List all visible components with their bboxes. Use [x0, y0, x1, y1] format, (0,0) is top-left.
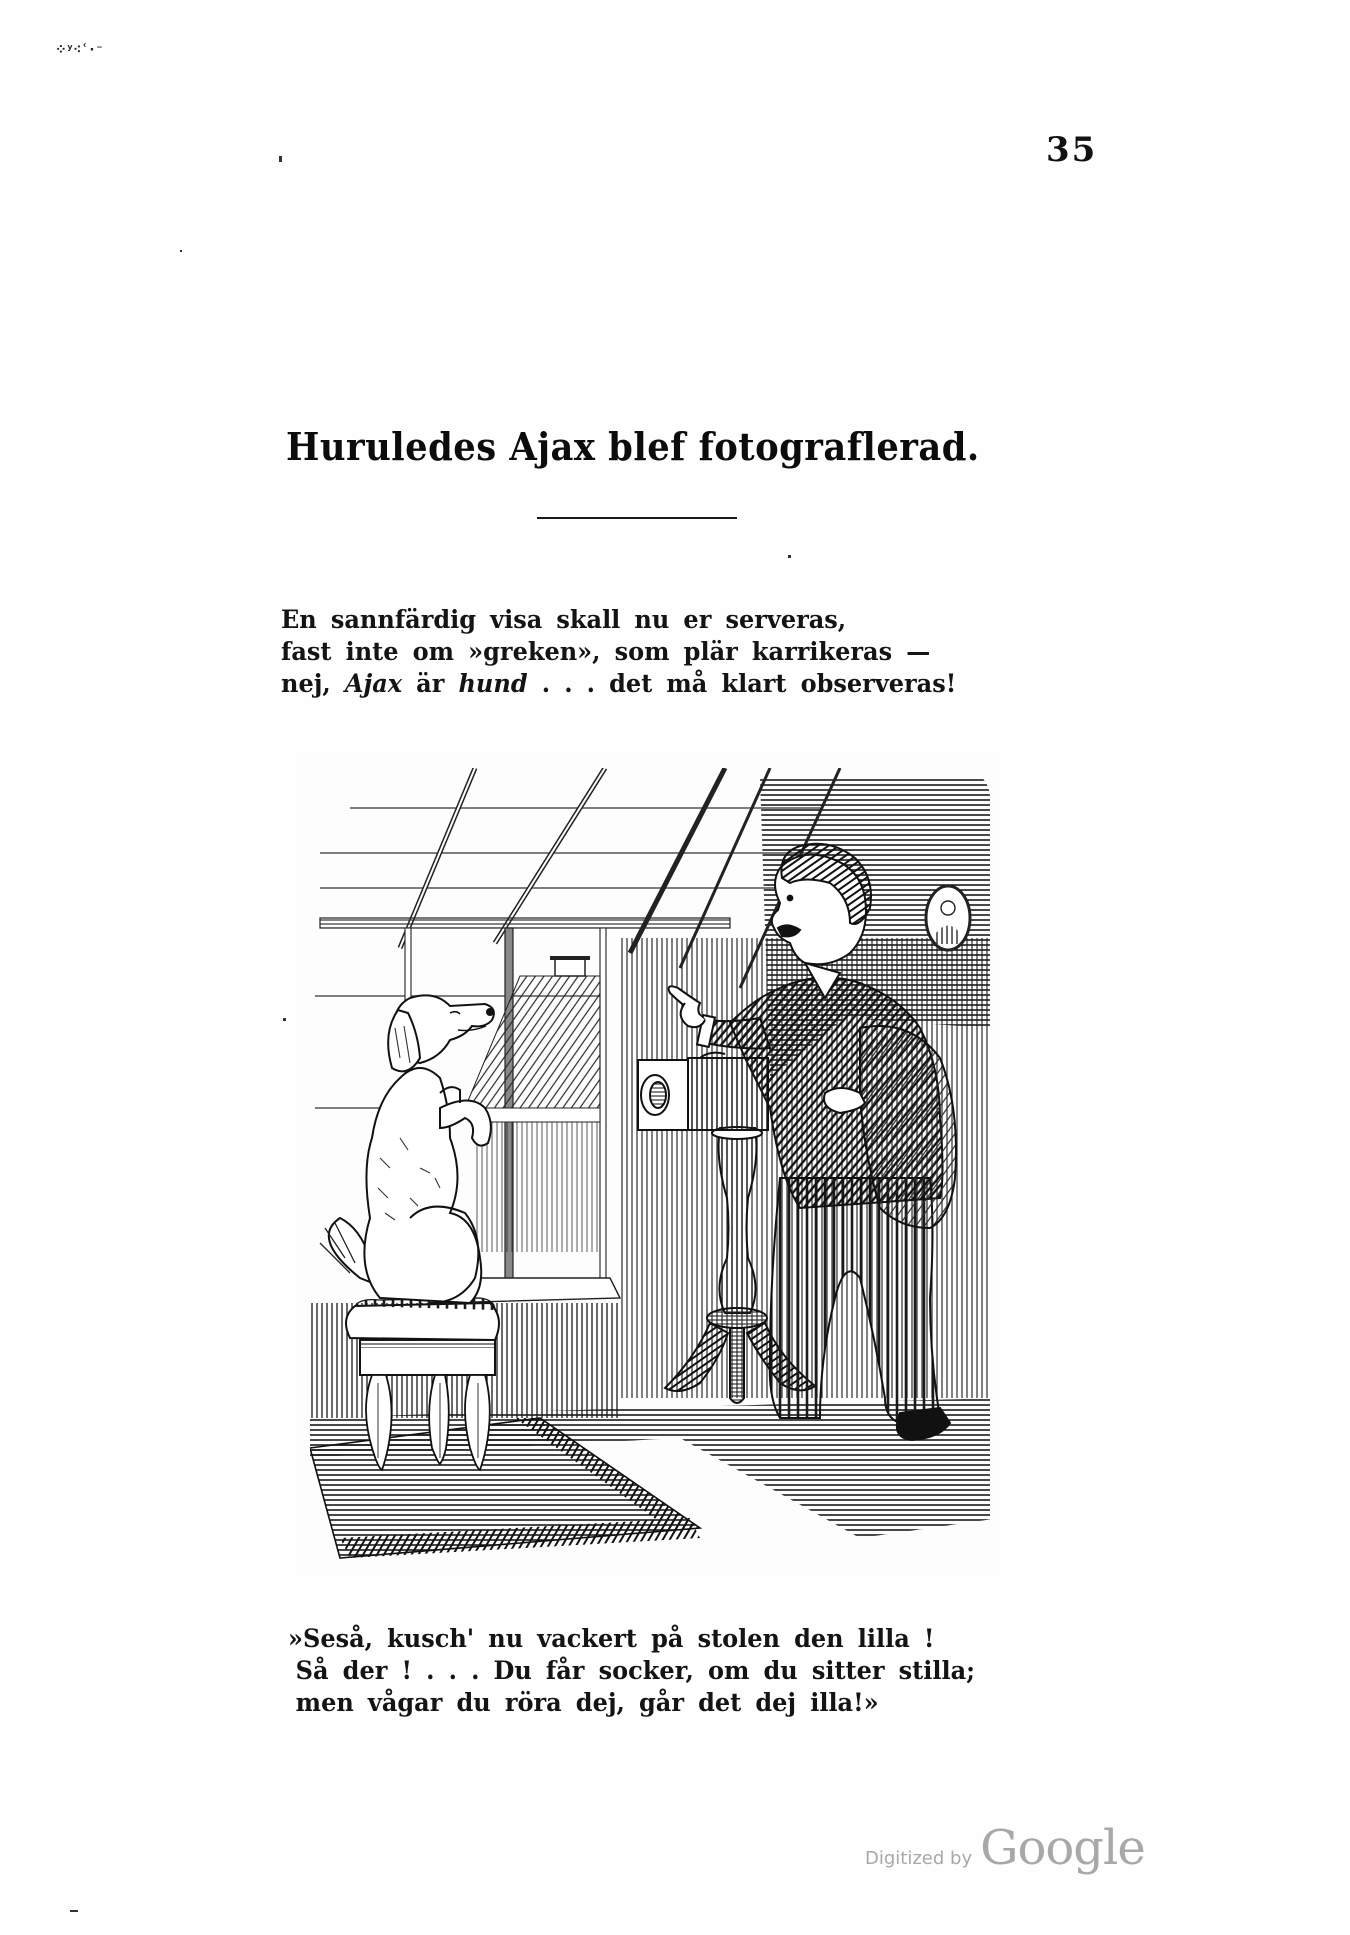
- verse-segment: . . . det må klart observeras!: [527, 669, 957, 698]
- title-divider-rule: [537, 517, 737, 519]
- verse-line: [281, 668, 956, 700]
- stanza-2: [288, 1623, 975, 1719]
- digitized-by-google-watermark: [865, 1820, 1145, 1876]
- verse-line: Så der ! . . . Du får socker, om du sitter stilla;: [295, 1656, 976, 1685]
- verse-line: fast inte om »greken», som plär karrikeras —: [281, 637, 931, 666]
- google-logo-text: Google: [980, 1820, 1145, 1876]
- verse-segment-italic: hund: [458, 669, 528, 698]
- scan-artifact-top-left: ⁘ʸ⁖ʿ·⁻: [55, 42, 103, 58]
- verse-segment-italic: Ajax: [344, 669, 403, 698]
- page-number: 35: [1046, 130, 1098, 170]
- scan-speck: [70, 1910, 78, 1912]
- chapter-title: Huruledes Ajax blef fotograflerad.: [286, 424, 980, 469]
- box-camera: [638, 1053, 768, 1130]
- stanza-1: [281, 604, 956, 700]
- verse-segment: är: [402, 669, 459, 698]
- scan-speck: [180, 250, 182, 252]
- verse-line: men vågar du röra dej, går det dej illa!»: [295, 1688, 879, 1717]
- engraving-illustration: [300, 758, 1000, 1570]
- verse-line: En sannfärdig visa skall nu er serveras,: [281, 605, 847, 634]
- scan-speck: [279, 156, 282, 162]
- watermark-prefix: Digitized by: [865, 1848, 973, 1869]
- photographer-and-dog-engraving: [300, 758, 1000, 1570]
- scan-speck: [283, 1018, 286, 1021]
- scan-speck: [788, 555, 791, 558]
- verse-segment: nej,: [281, 669, 345, 698]
- verse-line: »Seså, kusch' nu vackert på stolen den lilla !: [288, 1624, 935, 1653]
